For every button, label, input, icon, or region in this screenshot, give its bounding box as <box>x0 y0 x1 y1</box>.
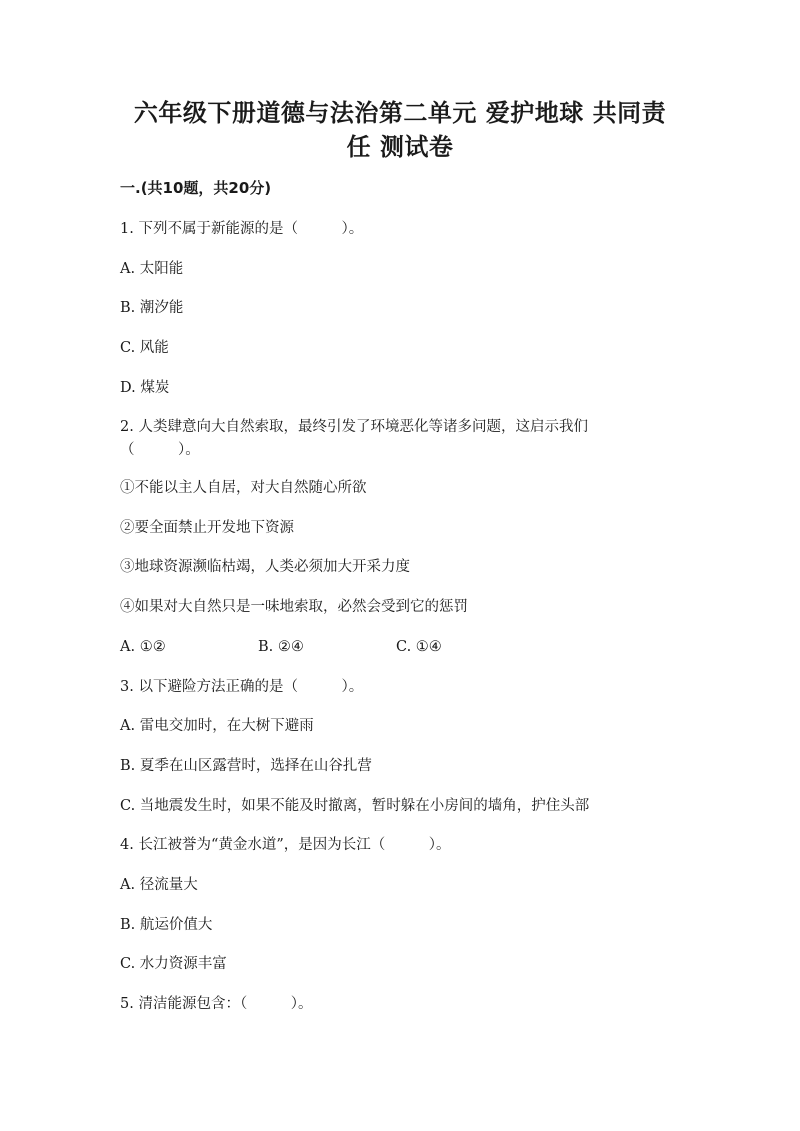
section-heading: 一.(共10题，共20分) <box>120 179 272 197</box>
question-2-statement-4: ④如果对大自然只是一味地索取，必然会受到它的惩罚 <box>120 599 468 615</box>
question-4-option-a: A. 径流量大 <box>120 877 198 893</box>
question-2-option-a: A. ①② <box>120 639 166 655</box>
question-2-statement-1: ①不能以主人自居，对大自然随心所欲 <box>120 480 367 496</box>
question-4-option-c: C. 水力资源丰富 <box>120 956 227 972</box>
question-3-option-a: A. 雷电交加时，在大树下避雨 <box>120 718 314 734</box>
question-4-stem: 4. 长江被誉为“黄金水道”，是因为长江（ ）。 <box>120 837 451 853</box>
question-1-option-a: A. 太阳能 <box>120 261 184 277</box>
question-4-option-b: B. 航运价值大 <box>120 917 213 933</box>
question-2-option-b: B. ②④ <box>258 639 304 655</box>
question-2-statement-2: ②要全面禁止开发地下资源 <box>120 520 294 536</box>
question-3-option-b: B. 夏季在山区露营时，选择在山谷扎营 <box>120 758 372 774</box>
question-3-stem: 3. 以下避险方法正确的是（ ）。 <box>120 679 364 695</box>
question-2-option-c: C. ①④ <box>396 639 442 655</box>
question-2-options <box>120 637 442 657</box>
question-5-stem: 5. 清洁能源包含：（ ）。 <box>120 996 313 1012</box>
document-title <box>100 96 700 164</box>
title-line-1: 六年级下册道德与法治第二单元 爱护地球 共同责 <box>133 99 667 127</box>
question-2-stem <box>120 416 680 462</box>
question-2-stem-line-2: （ ）。 <box>120 442 200 458</box>
question-1-option-c: C. 风能 <box>120 340 169 356</box>
question-2-statement-3: ③地球资源濒临枯竭，人类必须加大开采力度 <box>120 559 410 575</box>
question-1-stem: 1. 下列不属于新能源的是（ ）。 <box>120 221 364 237</box>
title-line-2: 任 测试卷 <box>346 133 454 161</box>
question-1-option-d: D. 煤炭 <box>120 380 170 396</box>
question-2-stem-line-1: 2. 人类肆意向大自然索取，最终引发了环境恶化等诸多问题，这启示我们 <box>120 419 588 435</box>
question-3-option-c: C. 当地震发生时，如果不能及时撤离，暂时躲在小房间的墙角，护住头部 <box>120 798 590 814</box>
question-1-option-b: B. 潮汐能 <box>120 300 184 316</box>
